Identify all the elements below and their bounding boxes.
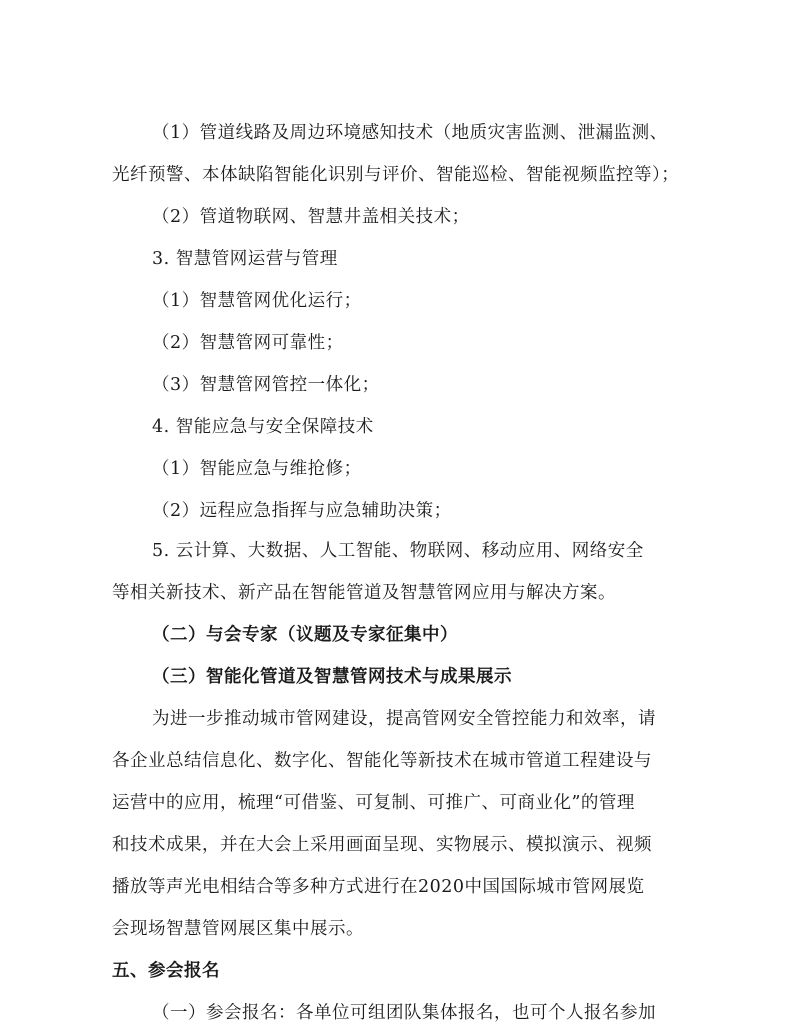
paragraph-line: （1）管道线路及周边环境感知技术（地质灾害监测、泄漏监测、	[152, 122, 668, 143]
section-item-line: 3. 智慧管网运营与管理	[152, 248, 338, 269]
paragraph-line: 和技术成果，并在大会上采用画面呈现、实物展示、模拟演示、视频	[112, 834, 652, 855]
section-item-line: 4. 智能应急与安全保障技术	[152, 416, 374, 437]
paragraph-line: （2）智慧管网可靠性；	[152, 332, 344, 353]
subsection-heading: （三）智能化管道及智慧管网技术与成果展示	[152, 666, 512, 687]
paragraph-line: （1）智能应急与维抢修；	[152, 458, 362, 479]
paragraph-line: 光纤预警、本体缺陷智能化识别与评价、智能巡检、智能视频监控等）；	[112, 164, 680, 185]
paragraph-line: （2）管道物联网、智慧井盖相关技术；	[152, 206, 470, 227]
paragraph-line: 各企业总结信息化、数字化、智能化等新技术在城市管道工程建设与	[112, 750, 652, 771]
paragraph-line: （3）智慧管网管控一体化；	[152, 374, 380, 395]
paragraph-line: （一）参会报名：各单位可组团队集体报名，也可个人报名参加	[152, 1002, 656, 1023]
paragraph-line: 5. 云计算、大数据、人工智能、物联网、移动应用、网络安全	[152, 540, 644, 561]
subsection-heading: （二）与会专家（议题及专家征集中）	[152, 624, 458, 645]
paragraph-line: （1）智慧管网优化运行；	[152, 290, 362, 311]
paragraph-line: 会现场智慧管网展区集中展示。	[112, 918, 364, 939]
paragraph-line: 为进一步推动城市管网建设，提高管网安全管控能力和效率，请	[152, 708, 656, 729]
paragraph-line: 播放等声光电相结合等多种方式进行在2020中国国际城市管网展览	[112, 876, 645, 897]
paragraph-line: （2）远程应急指挥与应急辅助决策；	[152, 500, 452, 521]
paragraph-line: 等相关新技术、新产品在智能管道及智慧管网应用与解决方案。	[112, 582, 616, 603]
section-heading: 五、参会报名	[112, 960, 220, 981]
paragraph-line: 运营中的应用，梳理“可借鉴、可复制、可推广、可商业化”的管理	[112, 792, 635, 813]
